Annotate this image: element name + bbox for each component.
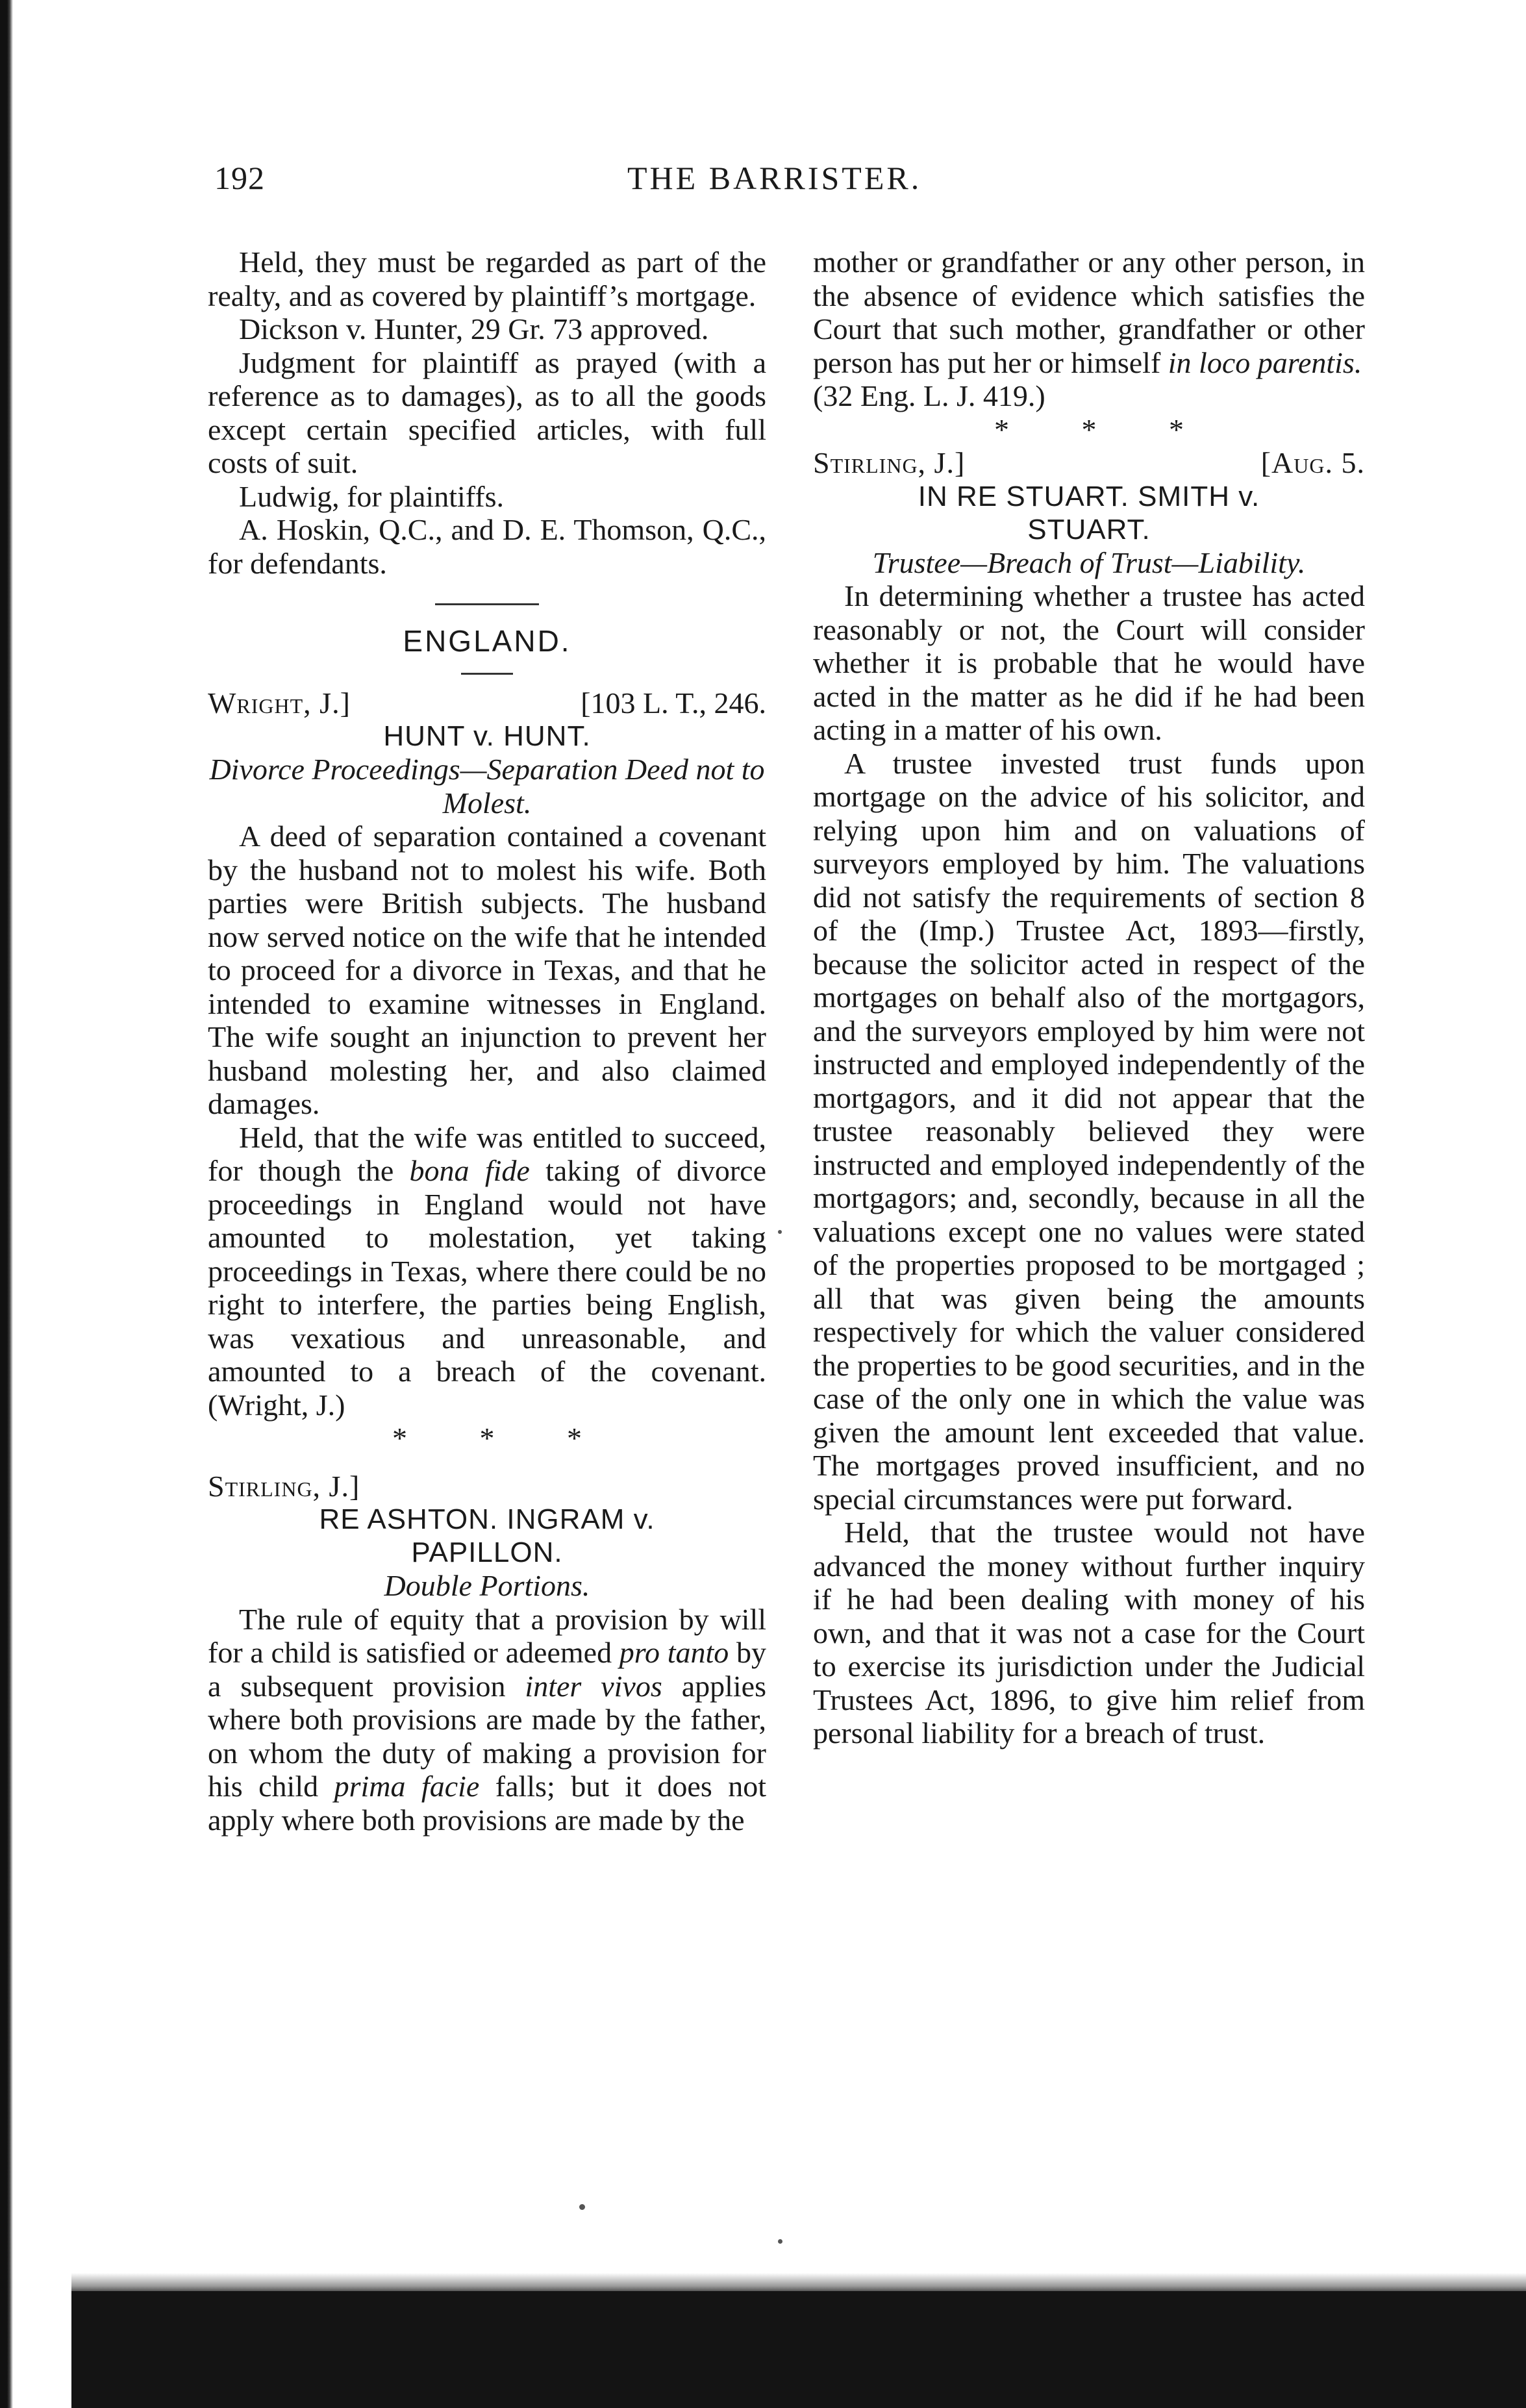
paragraph: A trustee invested trust funds upon mortgage on the advice of his solicitor, and relying upon him and on valuations of surveyors employed by him. The valuations did not satisfy the requirements of section 8 of the (Imp.) Trustee Act, 1893—firstly, because the solicitor acted in respect of the mortgages on behalf also of the mortgagors, and the surveyors employed by him were not instructed and employed independently of the mortgagors, and it did not appear that the trustee reasonably believed they were instructed and employed independently of the mortgagors; and, secondly, because in all the valuations except one no values were stated of the properties proposed to be mortgaged ; all that was given being the amounts respectively for which the valuer considered the properties to be good securities, and in the case of the only one in which the value was given the amount lent exceeded that value. The mortgages proved insufficient, and no special circumstances were put forward.	[813, 746, 1365, 1516]
text-run: applies where both provisions are made by the father, on whom the duty of making a provision for his child	[208, 1669, 766, 1803]
text-run: The rule of equity that a provision by will for a child is satisfied or adeemed	[208, 1602, 766, 1669]
case-judge-line	[813, 446, 1365, 480]
page-number: 192	[214, 160, 265, 196]
journal-title: THE BARRISTER.	[627, 160, 922, 196]
paragraph: A. Hoskin, Q.C., and D. E. Thomson, Q.C., for defendants.	[208, 513, 766, 580]
case-judge: Stirling, J.]	[813, 446, 966, 479]
paragraph: Dickson v. Hunter, 29 Gr. 73 approved.	[239, 312, 709, 345]
running-head	[0, 159, 1526, 211]
text-run: by a subsequent provision	[208, 1636, 766, 1703]
text-run: falls; but it does not apply where both provisions are made by the	[208, 1770, 766, 1837]
paragraph	[208, 1121, 766, 1422]
paragraph: Held, that the trustee would not have advanced the money without further inquiry if he had been dealing with money of his own, and that it was not a case for the Court to exercise its jurisdiction under the Judicial Trustees Act, 1896, to give him relief from personal liability for a breach of trust.	[813, 1516, 1365, 1750]
case-title-line-1: IN RE STUART. SMITH v.	[918, 480, 1260, 512]
left-column	[208, 245, 766, 1837]
scan-binding-edge	[0, 0, 13, 2408]
right-column	[813, 245, 1365, 1750]
case-topic: Divorce Proceedings—Separation Deed not to Molest.	[209, 753, 765, 820]
text-run: mother or grandfather or any other person, in the absence of evidence which satisfies the Court that such mother, grandfather or other person has put her or himself	[813, 245, 1365, 379]
section-divider	[435, 603, 539, 605]
case-judge-line	[208, 686, 766, 720]
section-divider-short	[461, 673, 513, 675]
italic-run: in loco parentis.	[1168, 345, 1362, 379]
paragraph: In determining whether a trustee has acted reasonably or not, the Court will consider whether it is probable that he would have acted in the matter as he did if he had been acting in a matter of his own.	[813, 579, 1365, 746]
italic-run: pro tanto	[619, 1636, 729, 1669]
case-title: HUNT v. HUNT.	[383, 720, 591, 752]
case-judge: Wright, J.]	[208, 686, 351, 720]
italic-run: prima facie	[334, 1770, 480, 1803]
case-topic: Double Portions.	[384, 1569, 590, 1602]
scan-speck	[778, 2239, 782, 2244]
scan-speck	[579, 2204, 585, 2210]
case-topic: Trustee—Breach of Trust—Liability.	[872, 546, 1306, 579]
case-title-line-1: RE ASHTON. INGRAM v.	[319, 1503, 655, 1535]
paragraph-continued	[813, 245, 1365, 379]
scan-speck	[778, 1230, 782, 1234]
case-title-line-2: STUART.	[1027, 513, 1151, 546]
italic-run: inter vivos	[525, 1669, 662, 1703]
paragraph	[208, 1603, 766, 1837]
case-date: [Aug. 5.	[1260, 446, 1365, 479]
section-stars: * * *	[392, 1422, 614, 1455]
scan-bottom-edge	[71, 2291, 1526, 2408]
italic-run: bona fide	[409, 1154, 530, 1187]
case-judge: Stirling, J.]	[208, 1469, 360, 1503]
case-citation: (32 Eng. L. J. 419.)	[813, 379, 1045, 412]
paragraph: Judgment for plaintiff as prayed (with a reference as to damages), as to all the goods except certain specified articles, with full costs of suit.	[208, 345, 766, 479]
paragraph: A deed of separation contained a covenant by the husband not to molest his wife. Both parties were British subjects. The husband now served notice on the wife that he intended to proceed for a divorce in Texas, and that he intended to examine witnesses in England. The wife sought an injunction to prevent her husband molesting her, and also claimed damages.	[208, 820, 766, 1120]
text-run: taking of divorce proceedings in England would not have amounted to molestation, yet taking proceedings in Texas, where there could be no right to interfere, the parties being English, was vexatious and unreasonable, and amounted to a breach of the covenant. (Wright, J.)	[208, 1154, 766, 1422]
section-stars: * * *	[994, 412, 1216, 446]
spacer	[208, 1455, 766, 1470]
case-citation: [103 L. T., 246.	[581, 686, 766, 720]
paragraph: Ludwig, for plaintiffs.	[239, 479, 504, 513]
paragraph: Held, they must be regarded as part of the realty, and as covered by plaintiff’s mortgage.	[208, 245, 766, 312]
text-run: Held, that the wife was entitled to succeed, for though the	[208, 1120, 766, 1187]
section-heading: ENGLAND.	[403, 624, 571, 658]
case-title-line-2: PAPILLON.	[411, 1536, 563, 1568]
